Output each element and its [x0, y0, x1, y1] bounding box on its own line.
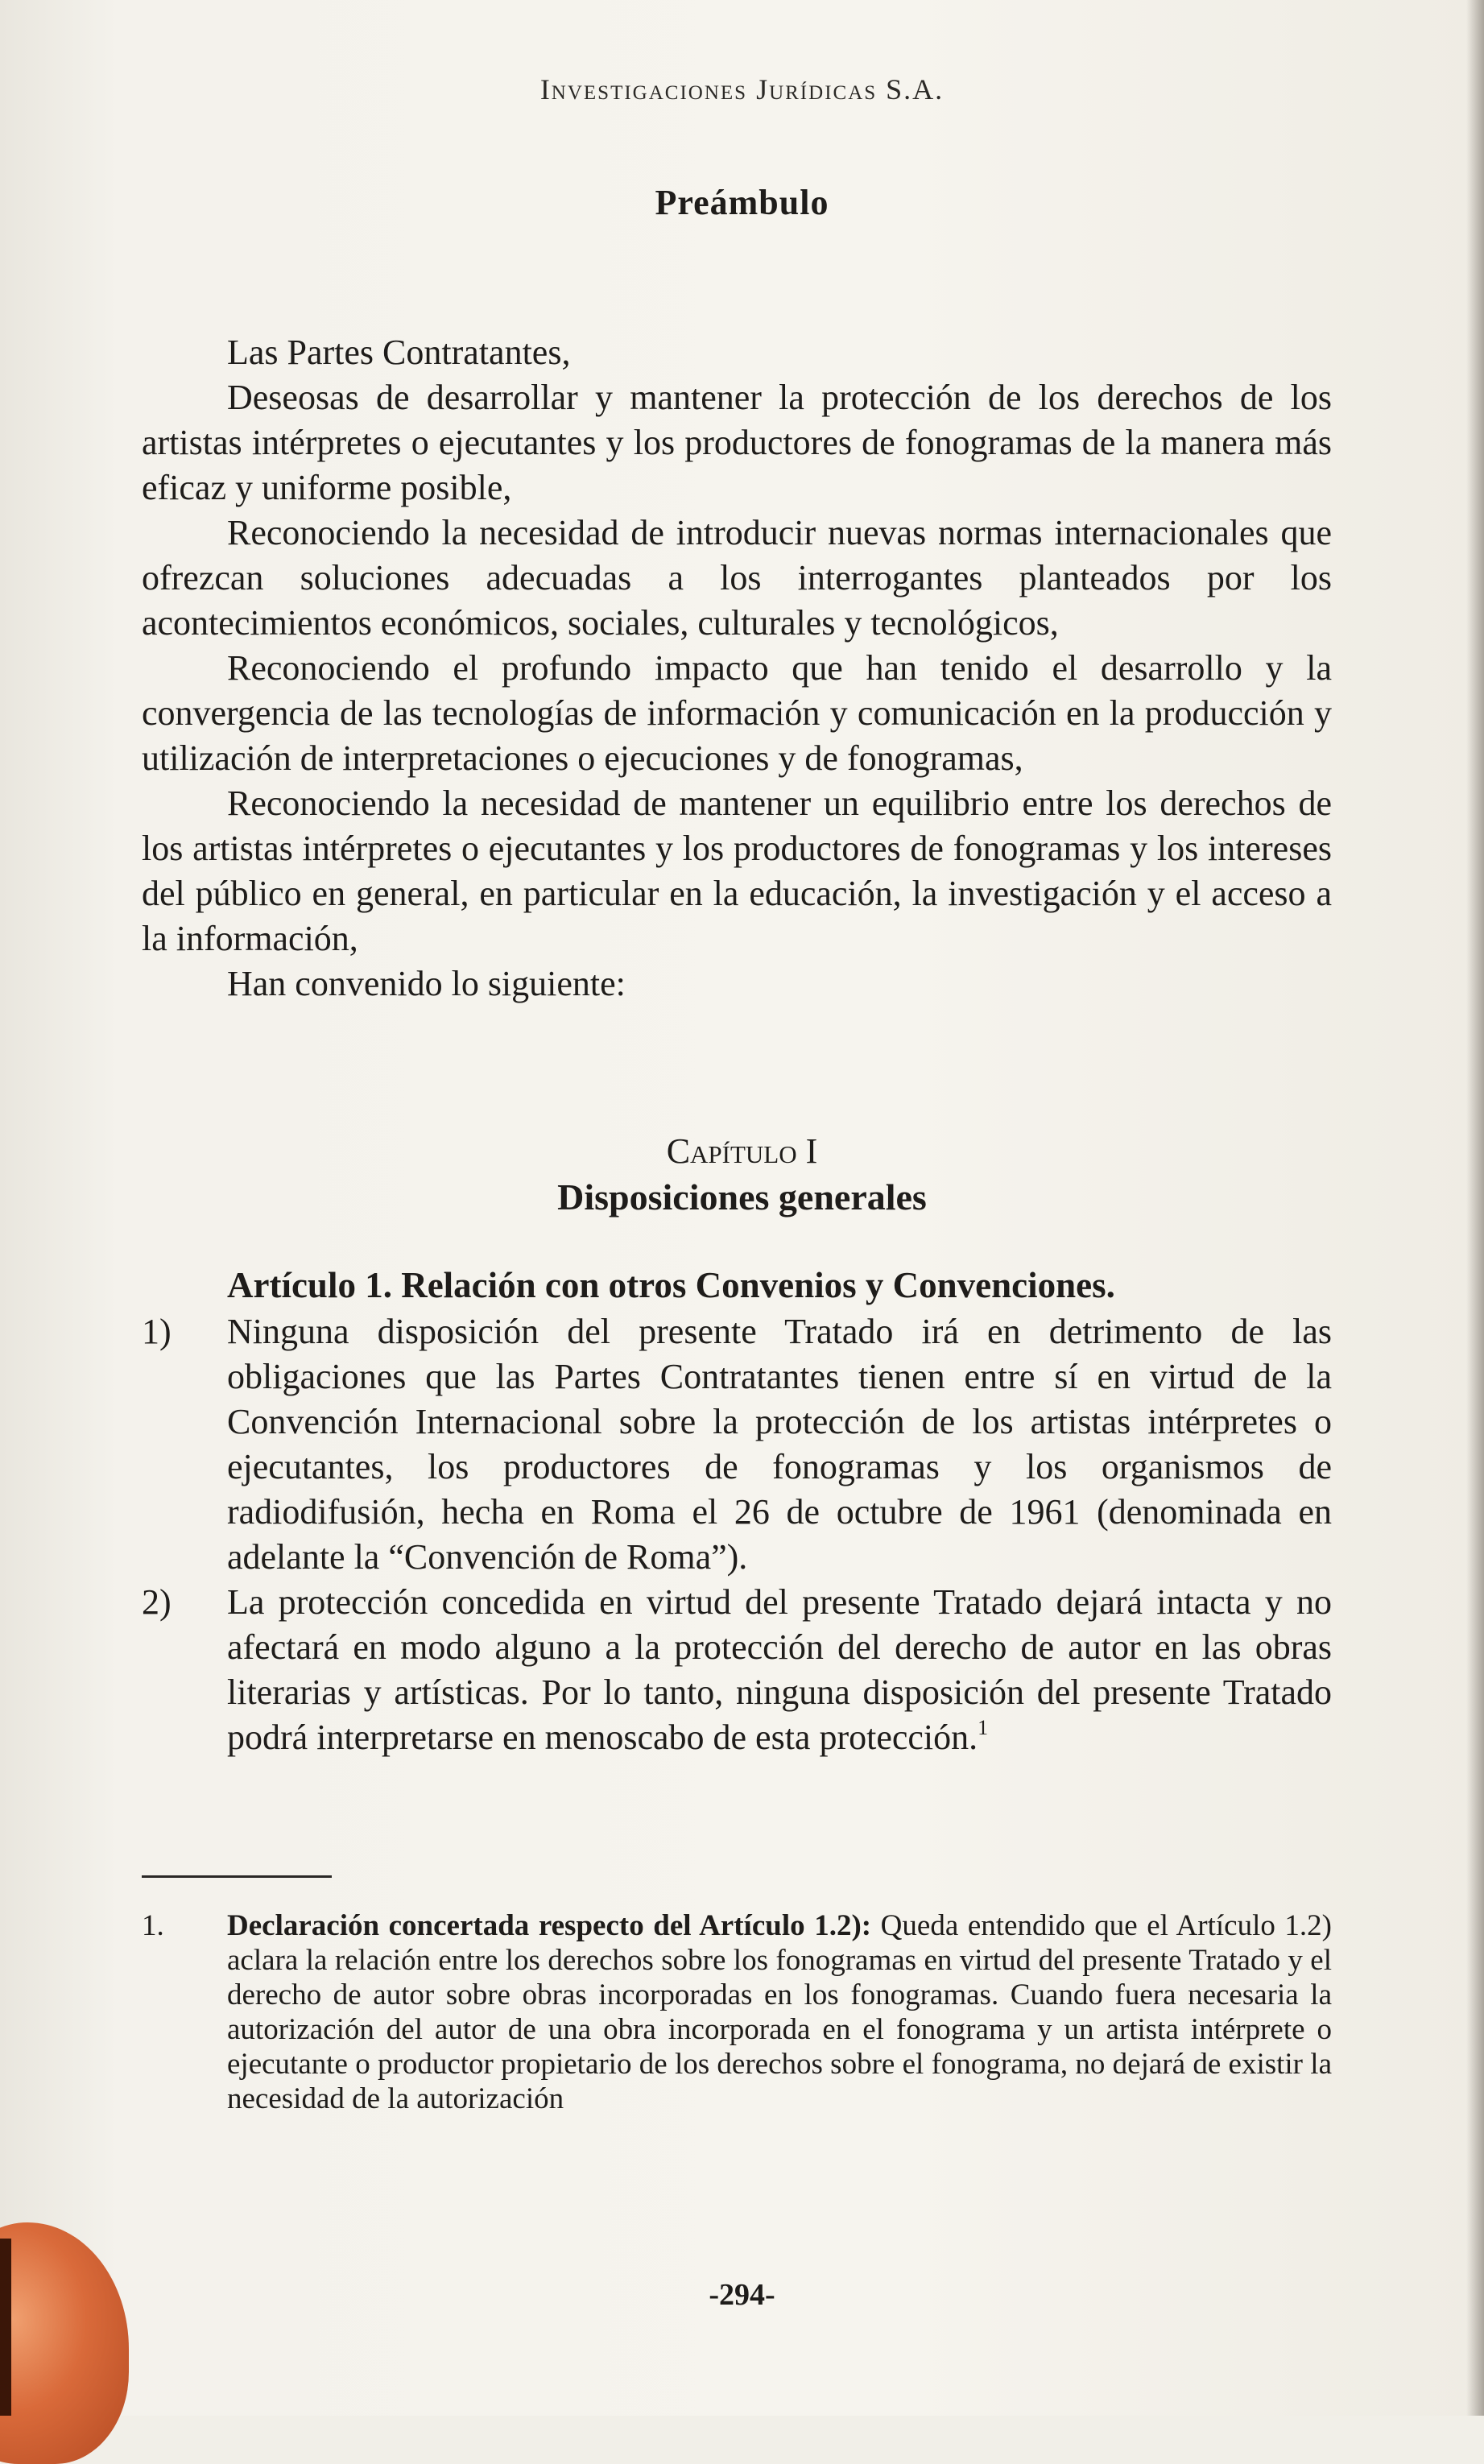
article-heading: Artículo 1. Relación con otros Convenios y Convenciones.: [227, 1265, 1115, 1305]
footnote-text: [227, 1908, 1332, 2116]
preamble: [142, 330, 1332, 1007]
footnote-reference[interactable]: 1: [978, 1716, 989, 1739]
article-item: [142, 1309, 1332, 1580]
footnote-heading: Declaración concertada respecto del Artículo 1.2):: [227, 1909, 872, 1942]
thumb-image: [0, 2222, 129, 2464]
item-text: Ninguna disposición del presente Tratado irá en detrimento de las obligaciones que las Partes Contratantes tienen entre sí en virtud de la Convención Internacional sobre la protección de los artistas intérpretes o ejecutantes, los productores de fonogramas y los organismos de radiodifusión, hecha en Roma el 26 de octubre de 1961 (denominada en adelante la “Convención de Roma”).: [227, 1312, 1332, 1577]
article-items: [142, 1309, 1332, 1760]
footnote-body: Queda entendido que el Artículo 1.2) aclara la relación entre los derechos sobre los fonogramas en virtud del presente Tratado y el derecho de autor sobre obras incorporadas en los fonogramas. Cuando fuera necesaria la autorización del autor de una obra incorporada en el fonograma y un artista intérprete o ejecutante o productor propietario de los derechos sobre el fonograma, no dejará de existir la necesidad de la autorización: [227, 1909, 1332, 2115]
footnote-divider: [142, 1875, 332, 1878]
preamble-paragraph: Deseosas de desarrollar y mantener la protección de los derechos de los artistas intérpretes o ejecutantes y los productores de fonogramas de la manera más eficaz y uniforme posible,: [142, 378, 1332, 507]
preamble-paragraph: Reconociendo la necesidad de mantener un equilibrio entre los derechos de los artistas intérpretes o ejecutantes y los productores de fonogramas y los intereses del público en general, en particular en la educación, la investigación y el acceso a la información,: [142, 783, 1332, 958]
article-item: [142, 1580, 1332, 1760]
page-number: -294-: [709, 2278, 775, 2312]
item-number: 2): [142, 1582, 172, 1622]
footnote-number: 1.: [142, 1909, 164, 1942]
thumb-shadow: [0, 2239, 11, 2416]
preamble-paragraph: Las Partes Contratantes,: [227, 333, 571, 372]
chapter-label: Capítulo I: [666, 1131, 818, 1171]
section-title: Preámbulo: [655, 183, 829, 222]
footnote: [142, 1908, 1332, 2116]
preamble-paragraph: Han convenido lo siguiente:: [227, 964, 626, 1003]
chapter-title: Disposiciones generales: [557, 1176, 927, 1218]
item-text: [227, 1580, 1332, 1760]
running-header: Investigaciones Jurídicas S.A.: [539, 73, 945, 105]
preamble-paragraph: Reconociendo la necesidad de introducir nuevas normas internacionales que ofrezcan soluciones adecuadas a los interrogantes planteados por los acontecimientos económicos, sociales, culturales y tecnológicos,: [142, 513, 1332, 643]
preamble-paragraph: Reconociendo el profundo impacto que han tenido el desarrollo y la convergencia de las tecnologías de información y comunicación en la producción y utilización de interpretaciones o ejecuciones y de fonogramas,: [142, 648, 1332, 778]
item-text-content: La protección concedida en virtud del presente Tratado dejará intacta y no afectará en modo alguno a la protección del derecho de autor en las obras literarias y artísticas. Por lo tanto, ninguna disposición del presente Tratado podrá interpretarse en menoscabo de esta protección.: [227, 1582, 1332, 1757]
item-number: 1): [142, 1312, 172, 1351]
